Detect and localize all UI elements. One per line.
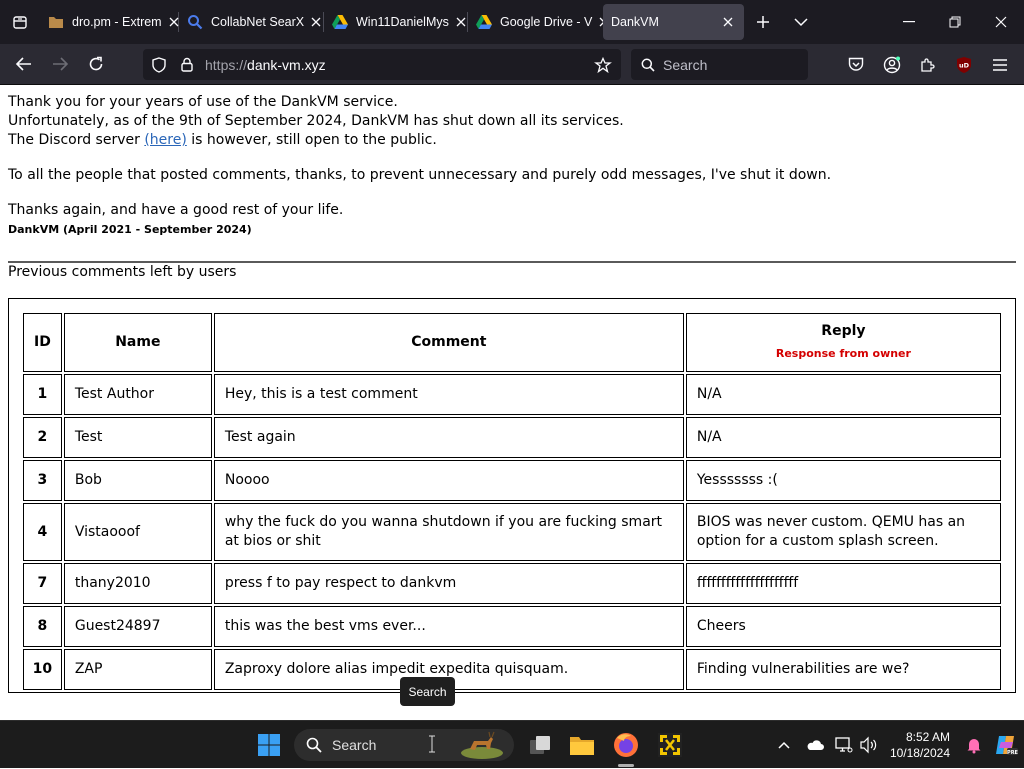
show-hidden-icons-button[interactable] (770, 741, 798, 749)
tab-title: Win11DanielMys (356, 15, 449, 29)
minimize-icon (903, 21, 915, 23)
onedrive-cloud-icon (806, 739, 824, 751)
cell-reply: Cheers (686, 606, 1001, 647)
url-text (205, 57, 326, 73)
start-button[interactable] (253, 729, 285, 761)
tab-title: DankVM (611, 15, 659, 29)
discord-text-pre: The Discord server (8, 132, 145, 148)
clock-date: 10/18/2024 (889, 746, 950, 760)
tab-win11danielmys[interactable] (324, 4, 467, 40)
back-button[interactable] (6, 48, 42, 80)
toolbar-buttons (838, 44, 1018, 85)
forward-arrow-icon (52, 57, 68, 71)
cell-reply: BIOS was never custom. QEMU has an option for a custom splash screen. (686, 503, 1001, 561)
search-tooltip: Search (400, 677, 455, 706)
comments-closed-line: To all the people that posted comments, thanks, to prevent unnecessary and purely odd messages, I've shut it down. (8, 167, 832, 183)
address-bar[interactable] (143, 49, 621, 80)
notifications-button[interactable] (960, 737, 988, 753)
taskbar-clock[interactable] (890, 729, 950, 761)
cell-comment: Zaproxy dolore alias impedit expedita quisquam. (214, 649, 684, 690)
url-host: dank-vm.xyz (247, 56, 326, 73)
volume-button[interactable] (856, 737, 882, 753)
hamburger-menu-icon (993, 59, 1007, 71)
cell-comment: Noooo (214, 460, 684, 501)
taskbar-search-icon (306, 737, 322, 753)
table-header-row (23, 313, 1001, 372)
tab-bar (0, 0, 1024, 44)
bookmark-star-icon[interactable] (589, 51, 617, 79)
tab-list-button[interactable] (0, 0, 40, 44)
windows-taskbar (0, 720, 1024, 768)
cell-reply: fffffffffffffffffffff (686, 563, 1001, 604)
onedrive-button[interactable] (798, 739, 832, 751)
navigation-toolbar (0, 44, 1024, 85)
padlock-icon[interactable] (173, 51, 201, 79)
cell-reply: Yesssssss :( (686, 460, 1001, 501)
account-icon (883, 56, 901, 74)
header-reply-label: Reply (821, 323, 866, 339)
cell-comment: Test again (214, 417, 684, 458)
ublock-origin-button[interactable] (946, 49, 982, 81)
cell-comment: why the fuck do you wanna shutdown if you are fucking smart at bios or shit (214, 503, 684, 561)
discord-link[interactable]: (here) (144, 132, 187, 148)
header-name: Name (64, 313, 212, 372)
extensions-button[interactable] (910, 49, 946, 81)
web-page (0, 85, 1024, 720)
cell-name: Vistaooof (64, 503, 212, 561)
close-tab-icon[interactable] (453, 14, 469, 30)
table-row (23, 374, 1001, 415)
cell-reply: N/A (686, 417, 1001, 458)
google-drive-icon (476, 14, 492, 30)
cell-name: Bob (64, 460, 212, 501)
tab-title: dro.pm - Extrem (72, 15, 162, 29)
restore-button[interactable] (932, 0, 978, 44)
window-controls (886, 0, 1024, 44)
plus-icon (756, 15, 770, 29)
list-all-tabs-button[interactable] (782, 0, 820, 44)
puzzle-icon (920, 57, 936, 73)
close-window-button[interactable] (978, 0, 1024, 44)
farewell-line: Thanks again, and have a good rest of your life. (8, 202, 344, 218)
bell-icon (966, 737, 982, 753)
google-drive-icon (332, 14, 348, 30)
table-row (23, 563, 1001, 604)
reload-button[interactable] (78, 48, 114, 80)
copilot-button[interactable] (988, 734, 1024, 756)
close-tab-icon[interactable] (720, 14, 736, 30)
cell-name: ZAP (64, 649, 212, 690)
tab-google-drive[interactable] (468, 4, 600, 40)
tab-title: Google Drive - V (500, 15, 593, 29)
search-highlight-deer-icon (460, 731, 504, 762)
app-menu-button[interactable] (982, 49, 1018, 81)
search-favicon-icon (187, 14, 203, 30)
cell-id: 1 (23, 374, 62, 415)
tab-collabnet-searx[interactable] (179, 4, 323, 40)
pocket-icon (848, 57, 864, 72)
task-view-icon (529, 735, 551, 755)
discord-text-post: is however, still open to the public. (186, 132, 437, 148)
signature: DankVM (April 2021 - September 2024) (8, 223, 252, 236)
tab-dro-pm[interactable] (40, 4, 178, 40)
reload-icon (88, 56, 104, 72)
cell-comment: this was the best vms ever... (214, 606, 684, 647)
restore-icon (949, 16, 961, 28)
windows-logo-icon (257, 733, 281, 757)
table-row (23, 606, 1001, 647)
table-row (23, 460, 1001, 501)
tab-list-icon (12, 14, 28, 30)
search-icon (641, 58, 655, 72)
previous-comments-heading: Previous comments left by users (8, 264, 237, 280)
copilot-icon (994, 734, 1018, 756)
cell-comment: Hey, this is a test comment (214, 374, 684, 415)
cell-name: thany2010 (64, 563, 212, 604)
cell-name: Test (64, 417, 212, 458)
firefox-taskbar-button[interactable] (610, 729, 642, 761)
cell-name: Guest24897 (64, 606, 212, 647)
discord-line (8, 131, 1016, 150)
cell-reply: Finding vulnerabilities are we? (686, 649, 1001, 690)
cell-id: 8 (23, 606, 62, 647)
back-arrow-icon (16, 57, 32, 71)
search-bar[interactable] (631, 49, 808, 80)
tab-dankvm[interactable] (603, 4, 744, 40)
text-cursor-icon (428, 735, 436, 756)
folder-favicon-icon (48, 14, 64, 30)
header-comment: Comment (214, 313, 684, 372)
cell-id: 10 (23, 649, 62, 690)
ublock-origin-icon (956, 56, 972, 74)
new-tab-button[interactable] (744, 0, 782, 44)
close-icon (995, 16, 1007, 28)
cell-comment: press f to pay respect to dankvm (214, 563, 684, 604)
tracking-protection-shield-icon[interactable] (145, 51, 173, 79)
table-row (23, 417, 1001, 458)
account-button[interactable] (874, 49, 910, 81)
tab-title: CollabNet SearX (211, 15, 305, 29)
comments-table (21, 311, 1003, 692)
pocket-button[interactable] (838, 49, 874, 81)
table-row (23, 649, 1001, 690)
svg-text:uD: uD (958, 61, 970, 69)
search-placeholder: Search (663, 56, 708, 73)
cell-id: 3 (23, 460, 62, 501)
cell-name: Test Author (64, 374, 212, 415)
cell-id: 2 (23, 417, 62, 458)
network-button[interactable] (832, 737, 856, 753)
network-ethernet-icon (835, 737, 853, 753)
active-app-indicator (618, 764, 634, 767)
svg-text:PRE: PRE (1007, 749, 1018, 756)
url-scheme: https:// (205, 56, 248, 73)
page-content (0, 85, 1024, 701)
close-tab-icon[interactable] (308, 14, 324, 30)
header-reply-subtitle: Response from owner (775, 347, 911, 360)
taskbar-search-box[interactable] (294, 729, 514, 761)
task-view-button[interactable] (524, 729, 556, 761)
thanks-line: Thank you for your years of use of the DankVM service. (8, 94, 398, 110)
clock-time: 8:52 AM (905, 730, 950, 744)
minimize-button[interactable] (886, 0, 932, 44)
shutdown-line: Unfortunately, as of the 9th of September 2024, DankVM has shut down all its services. (8, 113, 624, 129)
table-row (23, 503, 1001, 561)
file-explorer-icon (569, 734, 595, 756)
comments-table-container (8, 298, 1016, 693)
cell-id: 4 (23, 503, 62, 561)
chevron-up-icon (778, 741, 790, 749)
file-explorer-button[interactable] (566, 729, 598, 761)
speaker-volume-icon (860, 737, 878, 753)
forward-button[interactable] (42, 48, 78, 80)
header-reply (686, 313, 1001, 372)
cell-id: 7 (23, 563, 62, 604)
cell-reply: N/A (686, 374, 1001, 415)
vm-app-icon (657, 732, 683, 758)
header-id: ID (23, 313, 62, 372)
taskbar-search-label: Search (332, 737, 377, 753)
virtual-machine-app-button[interactable] (654, 729, 686, 761)
system-tray (770, 721, 1024, 769)
firefox-icon (613, 732, 639, 758)
chevron-down-icon (794, 17, 808, 27)
